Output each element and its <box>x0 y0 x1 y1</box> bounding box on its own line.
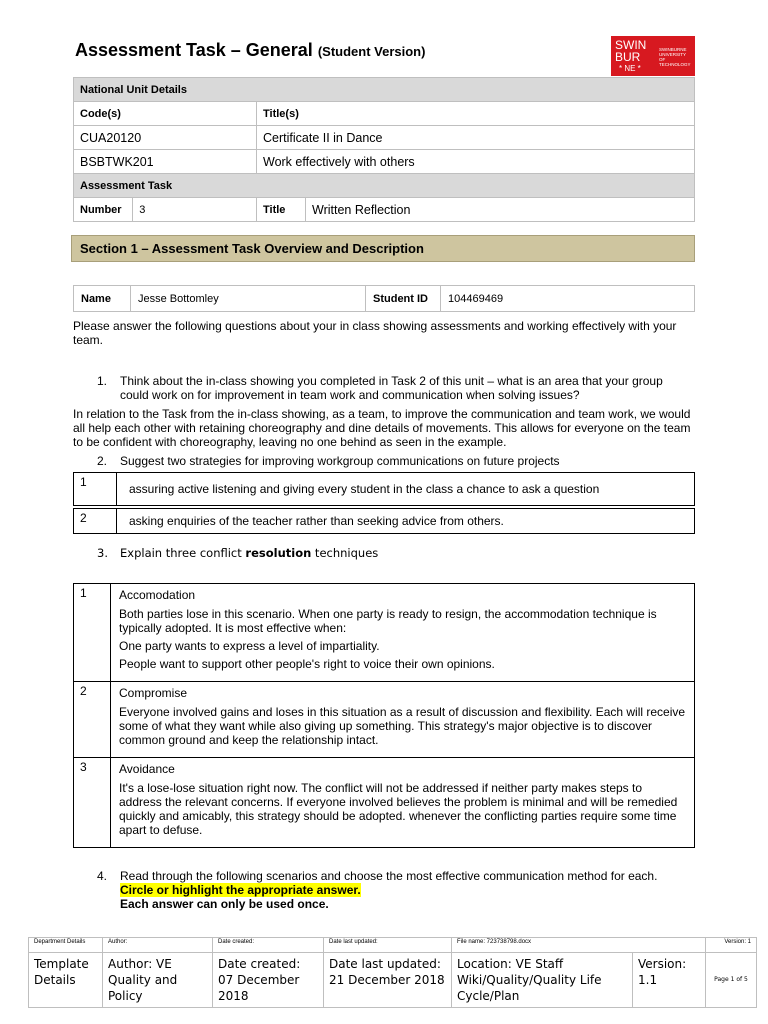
page-title <box>75 40 425 61</box>
section-1-heading: Section 1 – Assessment Task Overview and Description <box>71 235 695 262</box>
title-label: Title <box>257 198 306 222</box>
name-label: Name <box>74 286 131 312</box>
q4-number: 4. <box>97 869 108 883</box>
technique-row <box>74 758 695 848</box>
footer-value: Date last updated: 21 December 2018 <box>324 953 452 1008</box>
footer-value: Author: VE Quality and Policy <box>103 953 213 1008</box>
student-details-table <box>73 285 695 312</box>
q4-note: Each answer can only be used once. <box>120 897 329 911</box>
technique-number: 3 <box>74 758 111 848</box>
q1-number: 1. <box>97 374 108 388</box>
q2-number: 2. <box>97 454 108 468</box>
title-subtitle: (Student Version) <box>317 44 426 59</box>
q3-number: 3. <box>97 546 108 560</box>
task-title: Written Reflection <box>306 198 695 222</box>
q1-answer: In relation to the Task from the in-class showing, as a team, to improve the communication and team work, we would all help each other with retaining choreography and dine details of movements. This allows for everyone on the team to be confident with choreography, leaving no one behind as seen in the example. <box>73 407 691 449</box>
footer-value: Template Details <box>29 953 103 1008</box>
technique-row <box>74 682 695 758</box>
unit-title: Work effectively with others <box>257 150 695 174</box>
strategy-text: assuring active listening and giving every student in the class a chance to ask a question <box>117 473 695 506</box>
technique-text: One party wants to express a level of impartiality. <box>119 639 380 653</box>
unit-details-table <box>73 77 695 222</box>
technique-text: Everyone involved gains and loses in this situation as a result of discussion and flexibility. Each will receive some of what they want while also giving up something. This strategy's major objective is to discover common ground and keep the relationship intact. <box>119 705 686 747</box>
unit-code: CUA20120 <box>74 126 257 150</box>
footer-label: Version: 1 <box>706 938 757 953</box>
technique-heading: Compromise <box>119 686 188 700</box>
technique-heading: Accomodation <box>119 588 196 602</box>
footer-value: Version: 1.1 <box>633 953 706 1008</box>
strategy-number: 1 <box>74 473 117 506</box>
student-id-label: Student ID <box>366 286 441 312</box>
footer-label: Date created: <box>213 938 324 953</box>
footer-value: Date created: 07 December 2018 <box>213 953 324 1008</box>
conflict-techniques-table <box>73 583 695 848</box>
technique-text: People want to support other people's right to voice their own opinions. <box>119 657 495 671</box>
page-number: Page 1 of 5 <box>706 953 757 1008</box>
q1-question: Think about the in-class showing you completed in Task 2 of this unit – what is an area that your group could work on for improvement in team work and communication when solving issues? <box>120 374 663 402</box>
strategy-row <box>74 509 695 534</box>
technique-number: 1 <box>74 584 111 682</box>
task-number: 3 <box>133 198 257 222</box>
q4-question: Read through the following scenarios and choose the most effective communication method for each. Circle or highlight the appropriate answer. Each answer can only be used once. <box>120 869 658 911</box>
technique-number: 2 <box>74 682 111 758</box>
logo-line-3: * NE * <box>619 64 641 73</box>
footer-label: File name: 723738798.docx <box>452 938 706 953</box>
technique-text: It's a lose-lose situation right now. The conflict will not be addressed if neither party makes steps to address the relevant concerns. If everyone involved believes the problem is minimal and will be remedied quickly and amicably, this strategy should be adopted. whenever the conflicting parties require some time apart to defuse. <box>119 781 678 837</box>
assessment-task-heading: Assessment Task <box>74 174 695 198</box>
technique-heading: Avoidance <box>119 762 175 776</box>
titles-header: Title(s) <box>257 102 695 126</box>
q4-highlight: Circle or highlight the appropriate answer. <box>120 883 361 897</box>
footer-label: Department Details <box>29 938 103 953</box>
intro-text: Please answer the following questions about your in class showing assessments and working effectively with your team. <box>73 319 677 347</box>
q3-question: Explain three conflict resolution techniques <box>120 546 379 560</box>
strategies-table <box>73 472 695 534</box>
footer-value: Location: VE Staff Wiki/Quality/Quality Life Cycle/Plan <box>452 953 633 1008</box>
q2-question: Suggest two strategies for improving workgroup communications on future projects <box>120 454 560 468</box>
codes-header: Code(s) <box>74 102 257 126</box>
logo-text: SWINBURNE UNIVERSITY OF TECHNOLOGY <box>659 47 691 67</box>
logo-line-1: SWIN <box>615 38 647 52</box>
technique-row <box>74 584 695 682</box>
unit-title: Certificate II in Dance <box>257 126 695 150</box>
title-main: Assessment Task – General <box>75 40 313 60</box>
footer-label: Date last updated: <box>324 938 452 953</box>
logo-line-2: BUR <box>615 50 641 64</box>
document-footer <box>28 937 757 1008</box>
student-id: 104469469 <box>441 286 695 312</box>
swinburne-logo <box>611 36 695 76</box>
footer-label: Author: <box>103 938 213 953</box>
technique-text: Both parties lose in this scenario. When one party is ready to resign, the accommodation technique is typically adopted. It is most effective when: <box>119 607 657 635</box>
student-name: Jesse Bottomley <box>131 286 366 312</box>
strategy-text: asking enquiries of the teacher rather than seeking advice from others. <box>117 509 695 534</box>
strategy-row <box>74 473 695 506</box>
strategy-number: 2 <box>74 509 117 534</box>
number-label: Number <box>74 198 133 222</box>
unit-details-heading: National Unit Details <box>74 78 695 102</box>
unit-code: BSBTWK201 <box>74 150 257 174</box>
